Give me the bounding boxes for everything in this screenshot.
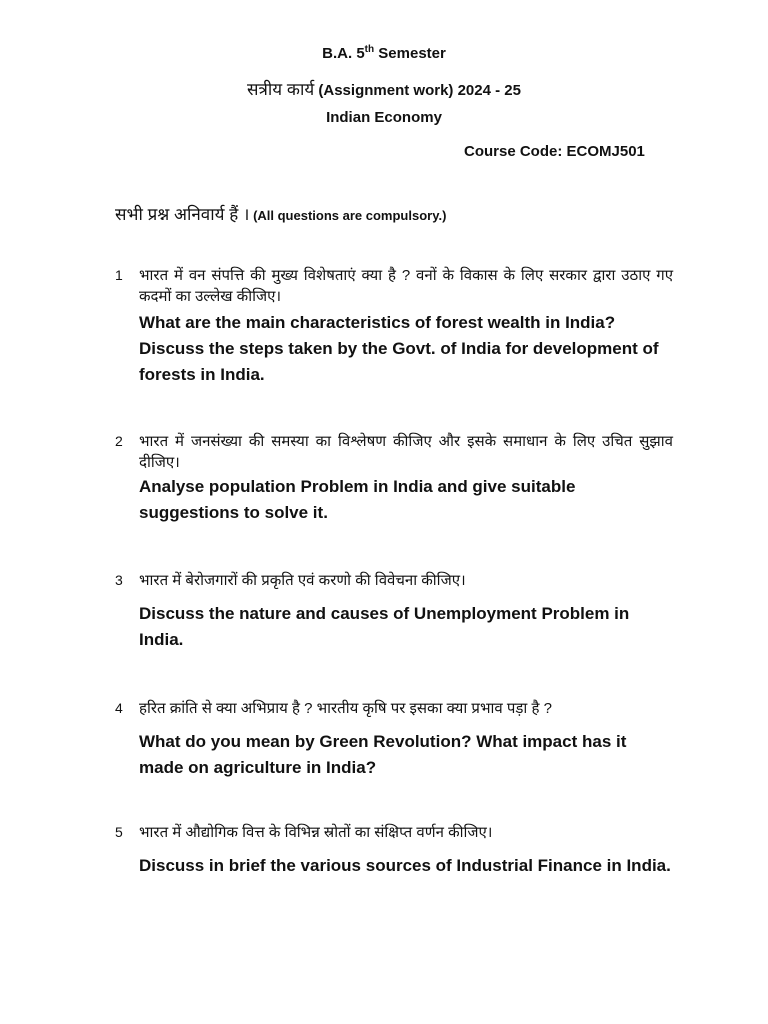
- program-suffix: Semester: [374, 45, 446, 62]
- question-english: Discuss in brief the various sources of Industrial Finance in India.: [139, 856, 671, 875]
- question-number: 5: [115, 824, 123, 840]
- program-prefix: B.A. 5: [322, 45, 365, 62]
- question-number: 3: [115, 572, 123, 588]
- question-english: Discuss the nature and causes of Unemployment Problem in India.: [139, 604, 630, 649]
- assignment-heading: [0, 77, 768, 100]
- question-number: 1: [115, 267, 123, 283]
- subject-heading: Indian Economy: [326, 109, 442, 126]
- assignment-hindi: सत्रीय कार्य: [247, 80, 315, 99]
- assignment-english: (Assignment work) 2024 - 25: [314, 82, 521, 99]
- instructions: [115, 202, 446, 225]
- program-superscript: th: [364, 44, 375, 55]
- program-semester-heading: [0, 44, 768, 62]
- question-number: 4: [115, 700, 123, 716]
- question-english: What do you mean by Green Revolution? What impact has it made on agriculture in India?: [139, 732, 627, 777]
- question-english: Analyse population Problem in India and give suitable suggestions to solve it.: [139, 477, 576, 522]
- question-hindi: भारत में जनसंख्या की समस्या का विश्लेषण कीजिए और इसके समाधान के लिए उचित सुझाव दीजिए।: [139, 433, 673, 471]
- instructions-english: (All questions are compulsory.): [249, 208, 447, 223]
- question-hindi: भारत में बेरोजगारों की प्रकृति एवं करणो की विवेचना कीजिए।: [139, 572, 466, 589]
- question-hindi: हरित क्रांति से क्या अभिप्राय है ? भारतीय कृषि पर इसका क्या प्रभाव पड़ा है ?: [139, 700, 552, 717]
- course-code: Course Code: ECOMJ501: [464, 143, 645, 160]
- question-hindi: भारत में औद्योगिक वित्त के विभिन्न स्रोतों का संक्षिप्त वर्णन कीजिए।: [139, 824, 493, 841]
- question-english: What are the main characteristics of forest wealth in India? Discuss the steps taken by the Govt. of India for development of forests in India.: [139, 313, 659, 384]
- question-hindi: भारत में वन संपत्ति की मुख्य विशेषताएं क्या है ? वनों के विकास के लिए सरकार द्वारा उठाए गए कदमों का उल्लेख कीजिए।: [139, 267, 673, 305]
- question-number: 2: [115, 433, 123, 449]
- instructions-hindi: सभी प्रश्न अनिवार्य हैं ।: [115, 205, 250, 224]
